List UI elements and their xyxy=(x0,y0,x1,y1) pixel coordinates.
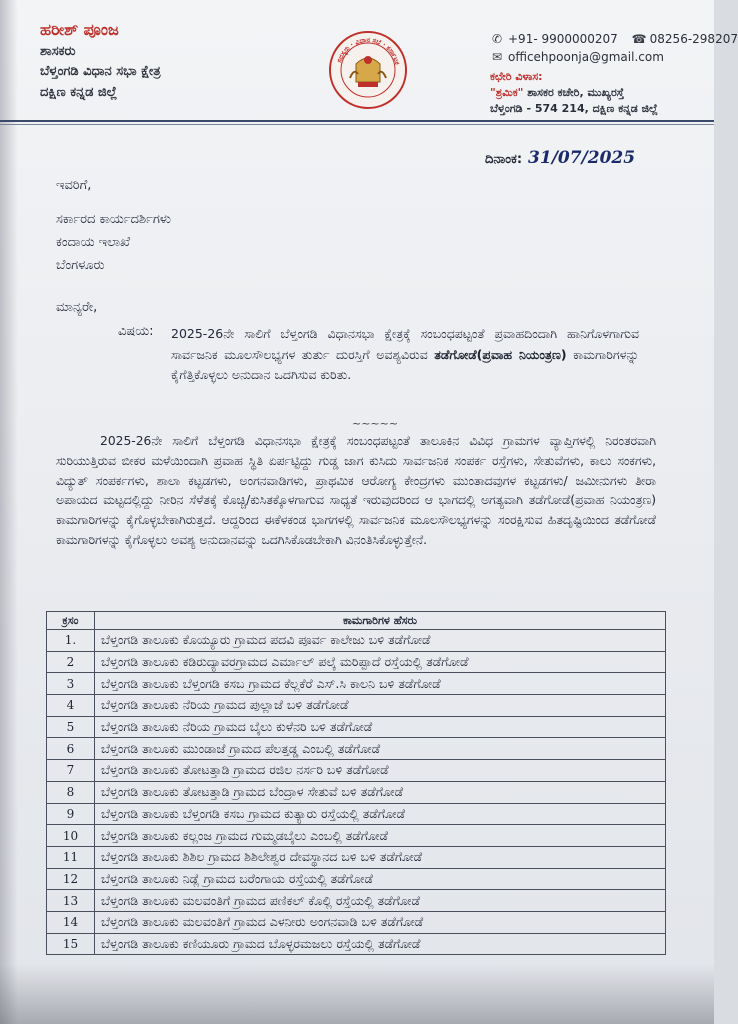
row-work-name: ಬೆಳ್ತಂಗಡಿ ತಾಲೂಕು ಮುಂಡಾಜೆ ಗ್ರಾಮದ ಪೆಲತ್ತಡ್ಡ ಎಂಬಲ್ಲಿ ತಡೆಗೋಡೆ xyxy=(95,738,666,760)
subject-text-part-2: ಕಾಮಗಾರಿಗಳನ್ನು ಕೈಗೆತ್ತಿಕೊಳ್ಳಲು ಅನುದಾನ ಒದಗಿಸುವ ಕುರಿತು. xyxy=(171,346,639,382)
row-work-name: ಬೆಳ್ತಂಗಡಿ ತಾಲೂಕು ನೆರಿಯ ಗ್ರಾಮದ ಪುಲ್ಲಾಜೆ ಬಳಿ ತಡೆಗೋಡೆ xyxy=(95,695,666,717)
date-value-handwritten: 31/07/2025 xyxy=(528,148,636,168)
table-header-work-name: ಕಾಮಗಾರಿಗಳ ಹೆಸರು xyxy=(95,612,666,630)
row-work-name: ಬೆಳ್ತಂಗಡಿ ತಾಲೂಕು ತೋಟತ್ತಾಡಿ ಗ್ರಾಮದ ಬೆಂದ್ರಾಳ ಸೇತುವೆ ಬಳಿ ತಡೆಗೋಡೆ xyxy=(95,781,666,803)
row-serial-number: 2 xyxy=(47,651,95,673)
row-work-name: ಬೆಳ್ತಂಗಡಿ ತಾಲೂಕು ತೋಟತ್ತಾಡಿ ಗ್ರಾಮದ ರಜಿಲ ನರ್ಸರಿ ಬಳಿ ತಡೆಗೋಡೆ xyxy=(95,760,666,782)
constituency-name: ಬೆಳ್ತಂಗಡಿ ವಿಧಾನ ಸಭಾ ಕ್ಷೇತ್ರ xyxy=(40,64,161,79)
table-row xyxy=(47,846,666,868)
contact-email xyxy=(490,50,664,64)
row-serial-number: 7 xyxy=(47,760,95,782)
recipient-line-2: ಕಂದಾಯ ಇಲಾಖೆ xyxy=(56,235,131,250)
table-row xyxy=(47,825,666,847)
office-address-label: ಕಛೇರಿ ವಿಳಾಸ: xyxy=(490,70,543,83)
mobile-phone-icon: ✆ xyxy=(491,32,503,46)
mla-name: ಹರೀಶ್ ಪೂಂಜ xyxy=(40,20,119,39)
table-row xyxy=(47,716,666,738)
date-field xyxy=(485,148,635,168)
row-serial-number: 13 xyxy=(47,890,95,912)
karnataka-emblem-seal-icon xyxy=(328,30,408,110)
table-row xyxy=(47,651,666,673)
office-address-street: ಶಾಸಕರ ಕಚೇರಿ, ಮುಖ್ಯರಸ್ತೆ xyxy=(523,86,625,99)
row-serial-number: 12 xyxy=(47,868,95,890)
recipient-line-3: ಬೆಂಗಳೂರು xyxy=(56,258,105,273)
district-name: ದಕ್ಷಿಣ ಕನ್ನಡ ಜಿಲ್ಲೆ xyxy=(40,85,118,100)
page-shadow-left xyxy=(0,0,18,1024)
row-work-name: ಬೆಳ್ತಂಗಡಿ ತಾಲೂಕು ಕಲ್ಲಂಜ ಗ್ರಾಮದ ಗುಮ್ಮಡಬೈಲು ಎಂಬಲ್ಲಿ ತಡೆಗೋಡೆ xyxy=(95,825,666,847)
header-rule xyxy=(0,120,714,122)
table-row xyxy=(47,890,666,912)
salutation: ಮಾನ್ಯರೇ, xyxy=(56,300,98,315)
office-name: "ಶ್ರಮಿಕ" xyxy=(490,86,524,99)
contact-phones xyxy=(490,32,738,46)
email-address: officehpoonja@gmail.com xyxy=(508,50,664,64)
row-work-name: ಬೆಳ್ತಂಗಡಿ ತಾಲೂಕು ಮಲವಂತಿಗೆ ಗ್ರಾಮದ ಎಳನೀರು ಅಂಗನವಾಡಿ ಬಳಿ ತಡೆಗೋಡೆ xyxy=(95,911,666,933)
subject-label: ವಿಷಯ: xyxy=(118,324,154,339)
table-row xyxy=(47,911,666,933)
row-work-name: ಬೆಳ್ತಂಗಡಿ ತಾಲೂಕು ಕಣಿಯೂರು ಗ್ರಾಮದ ಬೊಳ್ಳರಮಜಲು ರಸ್ತೆಯಲ್ಲಿ ತಡೆಗೋಡೆ xyxy=(95,933,666,955)
table-row xyxy=(47,803,666,825)
email-icon: ✉ xyxy=(491,50,503,64)
seal-text: ಸದಸ್ಯರು · ವಿಧಾನ ಸಭೆ · ಕರ್ನಾಟಕ xyxy=(335,35,402,66)
row-work-name: ಬೆಳ್ತಂಗಡಿ ತಾಲೂಕು ಬೆಳ್ತಂಗಡಿ ಕಸಬ ಗ್ರಾಮದ ಕುತ್ಯಾರು ರಸ್ತೆಯಲ್ಲಿ ತಡೆಗೋಡೆ xyxy=(95,803,666,825)
table-row xyxy=(47,760,666,782)
office-address-line-2: ಬೆಳ್ತಂಗಡಿ - 574 214, ದಕ್ಷಿಣ ಕನ್ನಡ ಜಿಲ್ಲೆ xyxy=(490,102,658,115)
works-table xyxy=(46,611,666,955)
row-serial-number: 5 xyxy=(47,716,95,738)
row-work-name: ಬೆಳ್ತಂಗಡಿ ತಾಲೂಕು ನೆರಿಯ ಗ್ರಾಮದ ಬೈಲು ಕುಳೆನರಿ ಬಳಿ ತಡೆಗೋಡೆ xyxy=(95,716,666,738)
mla-designation: ಶಾಸಕರು xyxy=(40,44,76,59)
office-address-line-1 xyxy=(490,86,624,100)
table-row xyxy=(47,933,666,955)
table-row xyxy=(47,673,666,695)
row-work-name: ಬೆಳ್ತಂಗಡಿ ತಾಲೂಕು ಮಲವಂತಿಗೆ ಗ್ರಾಮದ ಪಣಿಕಲ್ ಕೊಲ್ಲಿ ರಸ್ತೆಯಲ್ಲಿ ತಡೆಗೋಡೆ xyxy=(95,890,666,912)
body-paragraph: 2025-26ನೇ ಸಾಲಿಗೆ ಬೆಳ್ತಂಗಡಿ ವಿಧಾನಸಭಾ ಕ್ಷೇತ್ರಕ್ಕೆ ಸಂಬಂಧಪಟ್ಟಂತೆ ತಾಲೂಕಿನ ವಿವಿಧ ಗ್ರಾಮಗಳ ವ್ಯಾಪ್ತಿಗಳಲ್ಲಿ ನಿರಂತರವಾಗಿ ಸುರಿಯುತ್ತಿರುವ ಬೀಕರ ಮಳೆಯಿಂದಾಗಿ ಪ್ರವಾಹ ಸ್ಥಿತಿ ಏರ್ಪಟ್ಟಿದ್ದು ಗುಡ್ಡ ಜಾಗ ಕುಸಿದು ಸಾರ್ವಜನಿಕ ಸಂಪರ್ಕ ರಸ್ತೆಗಳು, ಸೇತುವೆಗಳು, ಕಾಲು ಸಂಕಗಳು, ವಿದ್ಯುತ್ ಸಂಪರ್ಕಗಳು, ಶಾಲಾ ಕಟ್ಟಡಗಳು, ಅಂಗನವಾಡಿಗಳು, ಪ್ರಾಥಮಿಕ ಆರೋಗ್ಯ ಕೇಂದ್ರಗಳು ಮುಂತಾದವುಗಳ ಕಟ್ಟಡಗಳು/ ಜಮೀನುಗಳು ತೀರಾ ಅಪಾಯದ ಮಟ್ಟದಲ್ಲಿದ್ದು ನೀರಿನ ಸೆಳೆತಕ್ಕೆ ಕೊಚ್ಚಿ/ಕುಸಿತಕ್ಕೊಳಗಾಗುವ ಸಾಧ್ಯತೆ ಇರುವುದರಿಂದ ಆ ಭಾಗದಲ್ಲಿ ಅಗತ್ಯವಾಗಿ ತಡೆಗೋಡೆ(ಪ್ರವಾಹ ನಿಯಂತ್ರಣ) ಕಾಮಗಾರಿಗಳನ್ನು ಕೈಗೊಳ್ಳಬೇಕಾಗಿರುತ್ತದೆ. ಆದ್ದರಿಂದ ಈಕೆಳಕಂಡ ಭಾಗಗಳಲ್ಲಿ ಸಾರ್ವಜನಿಕ ಮೂಲಸೌಲಭ್ಯಗಳನ್ನು ಸಂರಕ್ಷಿಸುವ ಹಿತದೃಷ್ಟಿಯಿಂದ ತಡೆಗೋಡೆ ಕಾಮಗಾರಿಗಳನ್ನು ಕೈಗೊಳ್ಳಲು ಅವಶ್ಯ ಅನುದಾನವನ್ನು ಒದಗಿಸಿಕೊಡಬೇಕಾಗಿ ವಿನಂತಿಸಿಕೊಳ್ಳುತ್ತೇನೆ. xyxy=(56,434,656,547)
row-work-name: ಬೆಳ್ತಂಗಡಿ ತಾಲೂಕು ಕೊಯ್ಯೂರು ಗ್ರಾಮದ ಪದವಿ ಪೂರ್ವ ಕಾಲೇಜು ಬಳಿ ತಡೆಗೋಡೆ xyxy=(95,630,666,652)
page-shadow-bottom xyxy=(0,964,714,1024)
row-work-name: ಬೆಳ್ತಂಗಡಿ ತಾಲೂಕು ನಿಡ್ಲೆ ಗ್ರಾಮದ ಬರೆಂಗಾಯ ರಸ್ತೆಯಲ್ಲಿ ತಡೆಗೋಡೆ xyxy=(95,868,666,890)
table-header-row xyxy=(47,612,666,630)
table-row xyxy=(47,868,666,890)
subject-text-bold: ತಡೆಗೋಡೆ(ಪ್ರವಾಹ ನಿಯಂತ್ರಣ) xyxy=(434,346,567,362)
subject-text-part-1: 2025-26ನೇ ಸಾಲಿಗೆ ಬೆಳ್ತಂಗಡಿ ವಿಧಾನಸಭಾ ಕ್ಷೇತ್ರಕ್ಕೆ ಸಂಬಂಧಪಟ್ಟಂತೆ ಪ್ರವಾಹದಿಂದಾಗಿ ಹಾನಿಗೊಳಗಾಗುವ ಸಾರ್ವಜನಿಕ ಮೂಲಸೌಲಭ್ಯಗಳ ತುರ್ತು ದುರಸ್ತಿಗೆ ಅವಶ್ಯವಿರುವ xyxy=(171,326,639,362)
row-work-name: ಬೆಳ್ತಂಗಡಿ ತಾಲೂಕು ಕಡಿರುದ್ಯಾವರಗ್ರಾಮದ ಎರ್ಮಾಲ್ ಪಲ್ಕೆ ಮರಿಪ್ಪಾದೆ ರಸ್ತೆಯಲ್ಲಿ ತಡೆಗೋಡೆ xyxy=(95,651,666,673)
table-row xyxy=(47,738,666,760)
row-serial-number: 9 xyxy=(47,803,95,825)
section-divider: ~~~~~ xyxy=(352,417,399,430)
row-work-name: ಬೆಳ್ತಂಗಡಿ ತಾಲೂಕು ಬೆಳ್ತಂಗಡಿ ಕಸಬ ಗ್ರಾಮದ ಕೆಲ್ಲಕೆರೆ ಎಸ್.ಸಿ ಕಾಲನಿ ಬಳಿ ತಡೆಗೋಡೆ xyxy=(95,673,666,695)
row-serial-number: 15 xyxy=(47,933,95,955)
landline-number: 08256-298207 xyxy=(649,32,738,46)
row-serial-number: 1. xyxy=(47,630,95,652)
row-serial-number: 10 xyxy=(47,825,95,847)
telephone-icon: ☎ xyxy=(631,32,647,46)
table-row xyxy=(47,781,666,803)
row-serial-number: 6 xyxy=(47,738,95,760)
row-serial-number: 11 xyxy=(47,846,95,868)
row-serial-number: 3 xyxy=(47,673,95,695)
subject-text xyxy=(171,324,639,386)
table-row xyxy=(47,630,666,652)
table-row xyxy=(47,695,666,717)
header-rule-thin xyxy=(0,124,714,125)
row-work-name: ಬೆಳ್ತಂಗಡಿ ತಾಲೂಕು ಶಿಶಿಲ ಗ್ರಾಮದ ಶಿಶಿಲೇಶ್ವರ ದೇವಸ್ಥಾನದ ಬಳಿ ಬಳಿ ತಡೆಗೋಡೆ xyxy=(95,846,666,868)
mobile-number: +91- 9900000207 xyxy=(508,32,618,46)
row-serial-number: 14 xyxy=(47,911,95,933)
row-serial-number: 8 xyxy=(47,781,95,803)
recipient-to: ಇವರಿಗೆ, xyxy=(56,178,92,193)
row-serial-number: 4 xyxy=(47,695,95,717)
recipient-line-1: ಸರ್ಕಾರದ ಕಾರ್ಯದರ್ಶಿಗಳು xyxy=(56,212,172,227)
table-header-serial: ಕ್ರಸಂ xyxy=(47,612,95,630)
date-label: ದಿನಾಂಕ: xyxy=(485,152,523,167)
